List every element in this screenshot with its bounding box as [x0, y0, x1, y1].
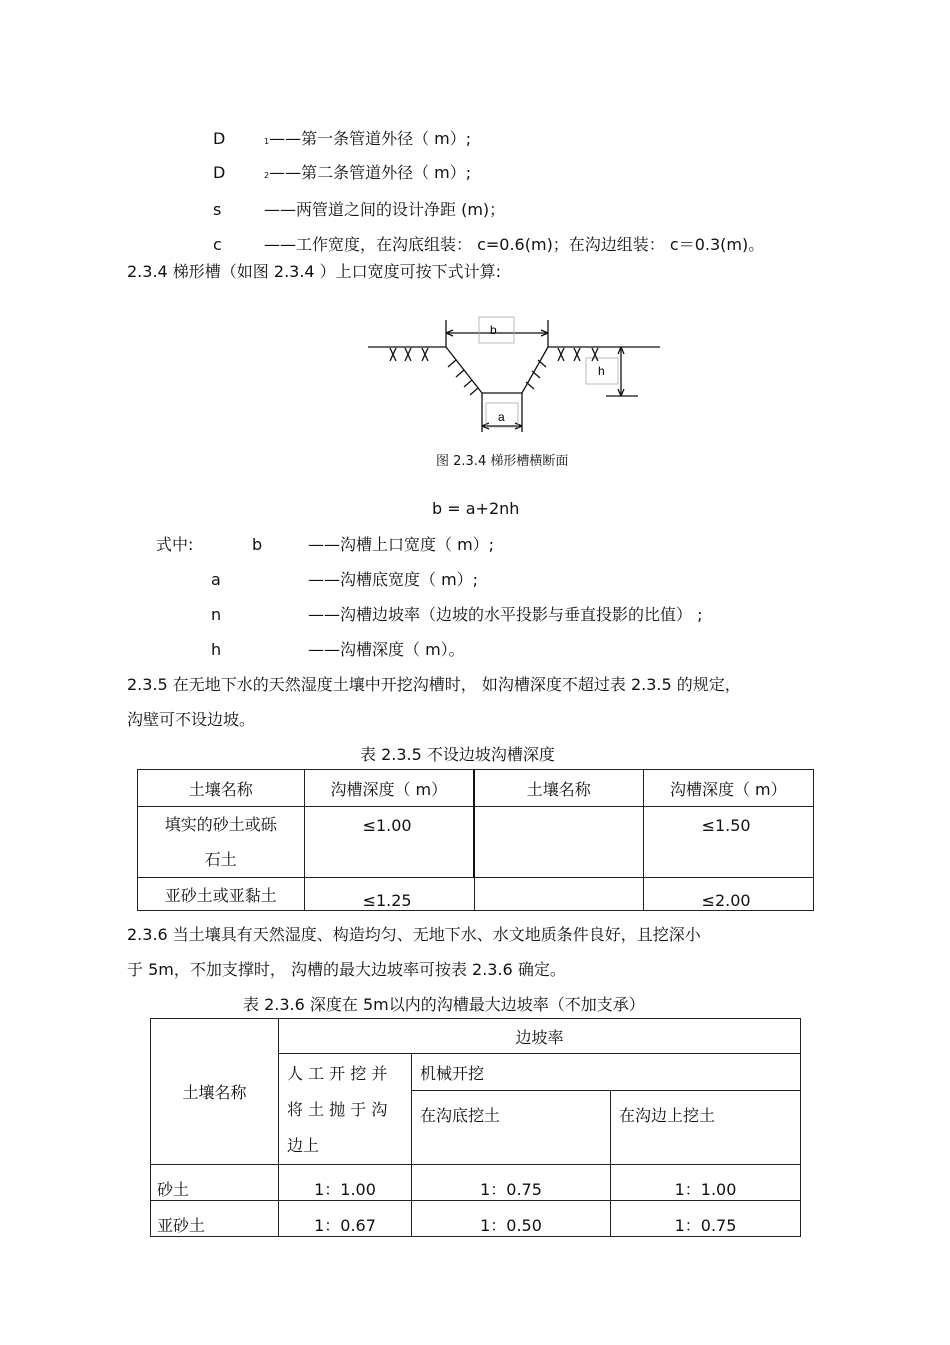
- formula-def-h-symbol: h: [211, 640, 222, 659]
- trapezoid-trench-figure: [360, 310, 670, 440]
- header-soil-name-1: 土壤名称: [138, 770, 305, 807]
- definition-text: ——第二条管道外径（ m）;: [269, 163, 472, 182]
- header-depth-1: 沟槽深度（ m）: [304, 770, 474, 807]
- table-header-row: [151, 1019, 801, 1054]
- label-a: a: [498, 410, 505, 424]
- formula-def-b-symbol: b: [252, 535, 263, 554]
- cell-depth-2: ≤1.50: [643, 807, 813, 878]
- cell-depth-1: ≤1.00: [304, 807, 474, 878]
- cell-manual: 1：1.00: [279, 1165, 412, 1201]
- table-2-3-6: [150, 1018, 801, 1237]
- definition-s: [213, 200, 221, 220]
- header-soil-name: 土壤名称: [151, 1019, 279, 1165]
- cell-edge: 1：1.00: [611, 1165, 801, 1201]
- header-dig-bottom: 在沟底挖土: [412, 1091, 611, 1165]
- table-row: [151, 1201, 801, 1237]
- header-depth-2: 沟槽深度（ m）: [643, 770, 813, 807]
- cell-bottom: 1：0.75: [412, 1165, 611, 1201]
- definition-text: ——两管道之间的设计净距 (m)；: [264, 200, 506, 219]
- definition-d2-text: [264, 163, 471, 186]
- cell-manual: 1：0.67: [279, 1201, 412, 1237]
- formula-def-a-symbol: a: [211, 570, 221, 589]
- cell-soil-1-line1: 填实的砂土或砾: [164, 815, 277, 834]
- header-dig-edge: 在沟边上挖土: [611, 1091, 801, 1165]
- header-machine-excavation: 机械开挖: [412, 1054, 801, 1091]
- header-manual-line2: 将 土 抛 于 沟: [287, 1100, 388, 1119]
- definition-d2: [213, 163, 225, 183]
- section-2-3-5-line1: 2.3.5 在无地下水的天然湿度土壤中开挖沟槽时， 如沟槽深度不超过表 2.3.5 的规定，: [127, 675, 741, 694]
- definition-symbol: D: [213, 129, 226, 148]
- definition-d1-text: [264, 129, 471, 152]
- cell-depth-2: ≤2.00: [643, 878, 813, 911]
- formula-def-n-symbol: n: [211, 605, 222, 624]
- header-slope-ratio: 边坡率: [279, 1019, 801, 1054]
- header-manual-excavation: [279, 1054, 412, 1165]
- cell-soil-2: [474, 878, 643, 911]
- table-header-row: [138, 770, 814, 807]
- label-h: h: [598, 364, 605, 378]
- table-row: [138, 878, 814, 911]
- cell-soil-2: [474, 807, 643, 878]
- header-manual-line1: 人 工 开 挖 并: [287, 1064, 388, 1083]
- cell-soil: 砂土: [151, 1165, 279, 1201]
- definition-symbol: c: [213, 235, 222, 254]
- formula-def-n-text: ——沟槽边坡率（边坡的水平投影与垂直投影的比值） ;: [308, 605, 703, 624]
- cell-soil-1-line2: 石土: [204, 850, 237, 869]
- trench-profile: [446, 347, 548, 393]
- formula-def-a-text: ——沟槽底宽度（ m）;: [308, 570, 479, 589]
- table-row: [151, 1165, 801, 1201]
- cell-bottom: 1：0.50: [412, 1201, 611, 1237]
- definition-symbol: s: [213, 200, 222, 219]
- formula-def-b-text: ——沟槽上口宽度（ m）;: [308, 535, 495, 554]
- where-label: 式中:: [156, 535, 194, 554]
- label-b: b: [490, 323, 497, 337]
- definition-c: [213, 235, 222, 255]
- formula: b = a+2nh: [432, 499, 520, 518]
- definition-c-text: [264, 235, 764, 255]
- section-2-3-6-line1: 2.3.6 当土壤具有天然湿度、构造均匀、无地下水、水文地质条件良好，且挖深小: [127, 925, 701, 944]
- cell-soil-1: 亚砂土或亚黏土: [138, 878, 305, 911]
- definition-text: ——工作宽度，在沟底组装： c=0.6(m)；在沟边组装： c＝0.3(m)。: [264, 235, 765, 254]
- figure-caption: 图 2.3.4 梯形槽横断面: [436, 454, 569, 469]
- section-2-3-5-line2: 沟壁可不设边坡。: [127, 710, 256, 729]
- definition-text: ——第一条管道外径（ m）;: [269, 129, 472, 148]
- table-2-3-5: [137, 769, 814, 911]
- section-2-3-6-line2: 于 5m，不加支撑时， 沟槽的最大边坡率可按表 2.3.6 确定。: [127, 960, 566, 979]
- cell-depth-1: ≤1.25: [304, 878, 474, 911]
- table-row: [138, 807, 814, 878]
- header-manual-line3: 边上: [287, 1136, 320, 1155]
- definition-s-text: [264, 200, 505, 220]
- definition-subscript: 1: [264, 137, 270, 146]
- header-soil-name-2: 土壤名称: [474, 770, 643, 807]
- table-2-3-6-title: 表 2.3.6 深度在 5m以内的沟槽最大边坡率（不加支承）: [243, 995, 645, 1014]
- cell-edge: 1：0.75: [611, 1201, 801, 1237]
- cell-soil-1: [138, 807, 305, 878]
- table-2-3-5-title: 表 2.3.5 不设边坡沟槽深度: [360, 745, 555, 764]
- formula-def-h-text: ——沟槽深度（ m）。: [308, 640, 465, 659]
- section-2-3-4: 2.3.4 梯形槽（如图 2.3.4 ）上口宽度可按下式计算:: [127, 262, 502, 281]
- definition-symbol: D: [213, 163, 226, 182]
- definition-d1: [213, 129, 225, 149]
- cell-soil: 亚砂土: [151, 1201, 279, 1237]
- definition-subscript: 2: [264, 171, 270, 180]
